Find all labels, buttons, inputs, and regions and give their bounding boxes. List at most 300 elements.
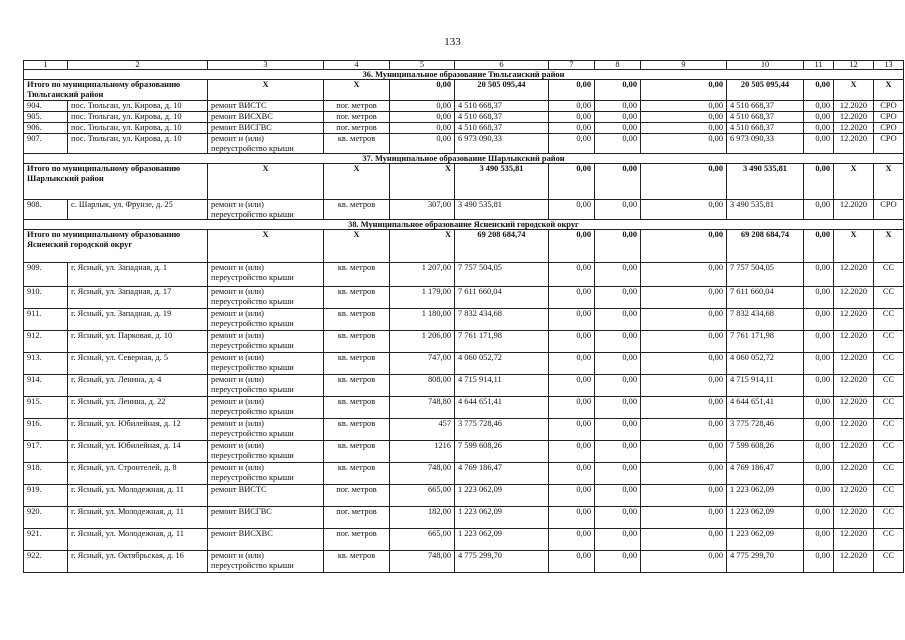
total-col-7: 0,00 bbox=[549, 164, 595, 200]
row-address: пос. Тюльган, ул. Кирова, д. 10 bbox=[68, 123, 208, 134]
row-col-8: 0,00 bbox=[595, 441, 641, 463]
row-date: 12.2020 bbox=[834, 309, 874, 331]
row-col-7: 0,00 bbox=[549, 331, 595, 353]
total-col-7: 0,00 bbox=[549, 230, 595, 263]
row-number: 907. bbox=[24, 134, 68, 154]
row-unit: кв. метров bbox=[324, 441, 390, 463]
row-address: пос. Тюльган, ул. Кирова, д. 10 bbox=[68, 101, 208, 112]
row-col-10: 7 761 171,98 bbox=[727, 331, 804, 353]
total-label: Итого по муниципальному образованию Ясненский городской округ bbox=[24, 230, 208, 263]
row-code: СС bbox=[874, 375, 904, 397]
section-header-row bbox=[24, 70, 904, 80]
total-quantity: 0,00 bbox=[390, 80, 455, 101]
row-address: пос. Тюльган, ул. Кирова, д. 10 bbox=[68, 112, 208, 123]
row-date: 12.2020 bbox=[834, 397, 874, 419]
row-address: г. Ясный, ул. Ленина, д. 4 bbox=[68, 375, 208, 397]
row-date: 12.2020 bbox=[834, 419, 874, 441]
row-col-11: 0,00 bbox=[804, 287, 834, 309]
row-col-9: 0,00 bbox=[641, 419, 727, 441]
row-quantity: 182,00 bbox=[390, 507, 455, 529]
row-number: 917. bbox=[24, 441, 68, 463]
row-quantity: 748,00 bbox=[390, 463, 455, 485]
table-row bbox=[24, 529, 904, 551]
total-quantity: Х bbox=[390, 230, 455, 263]
column-header: 1 bbox=[24, 61, 68, 70]
row-work-type: ремонт и (или) переустройство крыши bbox=[208, 551, 324, 573]
row-cost: 7 832 434,68 bbox=[455, 309, 549, 331]
row-unit: кв. метров bbox=[324, 353, 390, 375]
row-col-9: 0,00 bbox=[641, 485, 727, 507]
row-code: СС bbox=[874, 287, 904, 309]
row-col-10: 3 775 728,46 bbox=[727, 419, 804, 441]
row-address: г. Ясный, ул. Строителей, д. 8 bbox=[68, 463, 208, 485]
row-col-7: 0,00 bbox=[549, 397, 595, 419]
row-col-9: 0,00 bbox=[641, 507, 727, 529]
column-number-row bbox=[24, 61, 904, 70]
section-header-row bbox=[24, 154, 904, 164]
row-col-8: 0,00 bbox=[595, 551, 641, 573]
column-header: 5 bbox=[390, 61, 455, 70]
row-col-7: 0,00 bbox=[549, 463, 595, 485]
table-row bbox=[24, 551, 904, 573]
row-col-8: 0,00 bbox=[595, 287, 641, 309]
row-address: с. Шарлык, ул. Фрунзе, д. 25 bbox=[68, 200, 208, 220]
row-code: СРО bbox=[874, 123, 904, 134]
row-work-type: ремонт и (или) переустройство крыши bbox=[208, 419, 324, 441]
section-title: 37. Муниципальное образование Шарлыкский район bbox=[24, 154, 904, 164]
row-col-9: 0,00 bbox=[641, 353, 727, 375]
row-unit: пог. метров bbox=[324, 507, 390, 529]
row-cost: 4 510 668,37 bbox=[455, 101, 549, 112]
row-col-9: 0,00 bbox=[641, 123, 727, 134]
row-work-type: ремонт ВИСГВС bbox=[208, 123, 324, 134]
row-date: 12.2020 bbox=[834, 529, 874, 551]
row-col-8: 0,00 bbox=[595, 101, 641, 112]
row-work-type: ремонт ВИСХВС bbox=[208, 529, 324, 551]
row-col-10: 4 644 651,41 bbox=[727, 397, 804, 419]
row-code: СС bbox=[874, 397, 904, 419]
row-quantity: 1 179,00 bbox=[390, 287, 455, 309]
row-col-7: 0,00 bbox=[549, 123, 595, 134]
total-work-type: Х bbox=[208, 164, 324, 200]
row-number: 909. bbox=[24, 263, 68, 287]
row-col-11: 0,00 bbox=[804, 485, 834, 507]
row-quantity: 665,00 bbox=[390, 485, 455, 507]
row-col-8: 0,00 bbox=[595, 353, 641, 375]
section-title: 38. Муниципальное образование Ясненский городской округ bbox=[24, 220, 904, 230]
row-col-9: 0,00 bbox=[641, 309, 727, 331]
row-address: г. Ясный, ул. Западная, д. 1 bbox=[68, 263, 208, 287]
row-date: 12.2020 bbox=[834, 263, 874, 287]
row-col-7: 0,00 bbox=[549, 353, 595, 375]
row-cost: 1 223 062,09 bbox=[455, 529, 549, 551]
total-unit: Х bbox=[324, 80, 390, 101]
total-cost: 20 505 095,44 bbox=[455, 80, 549, 101]
row-col-8: 0,00 bbox=[595, 112, 641, 123]
row-cost: 7 757 504,05 bbox=[455, 263, 549, 287]
total-col-8: 0,00 bbox=[595, 164, 641, 200]
column-header: 12 bbox=[834, 61, 874, 70]
table-row bbox=[24, 134, 904, 154]
column-header: 11 bbox=[804, 61, 834, 70]
row-unit: кв. метров bbox=[324, 375, 390, 397]
total-col-11: 0,00 bbox=[804, 230, 834, 263]
row-number: 908. bbox=[24, 200, 68, 220]
row-col-11: 0,00 bbox=[804, 134, 834, 154]
total-work-type: Х bbox=[208, 230, 324, 263]
column-header: 2 bbox=[68, 61, 208, 70]
row-cost: 1 223 062,09 bbox=[455, 485, 549, 507]
table-body bbox=[24, 61, 904, 573]
row-unit: кв. метров bbox=[324, 134, 390, 154]
row-work-type: ремонт и (или) переустройство крыши bbox=[208, 441, 324, 463]
row-col-10: 7 832 434,68 bbox=[727, 309, 804, 331]
row-col-10: 1 223 062,09 bbox=[727, 485, 804, 507]
row-col-10: 4 775 299,70 bbox=[727, 551, 804, 573]
row-work-type: ремонт и (или) переустройство крыши bbox=[208, 134, 324, 154]
table-row bbox=[24, 287, 904, 309]
row-col-11: 0,00 bbox=[804, 200, 834, 220]
row-code: СРО bbox=[874, 134, 904, 154]
row-col-11: 0,00 bbox=[804, 123, 834, 134]
row-date: 12.2020 bbox=[834, 353, 874, 375]
total-col-8: 0,00 bbox=[595, 80, 641, 101]
row-cost: 3 490 535,81 bbox=[455, 200, 549, 220]
row-cost: 4 715 914,11 bbox=[455, 375, 549, 397]
row-col-8: 0,00 bbox=[595, 507, 641, 529]
row-col-7: 0,00 bbox=[549, 507, 595, 529]
row-work-type: ремонт и (или) переустройство крыши bbox=[208, 309, 324, 331]
column-header: 9 bbox=[641, 61, 727, 70]
row-code: СС bbox=[874, 441, 904, 463]
row-col-10: 4 510 668,37 bbox=[727, 123, 804, 134]
row-date: 12.2020 bbox=[834, 463, 874, 485]
row-unit: пог. метров bbox=[324, 112, 390, 123]
total-label: Итого по муниципальному образованию Тюльганский район bbox=[24, 80, 208, 101]
row-col-9: 0,00 bbox=[641, 441, 727, 463]
row-work-type: ремонт и (или) переустройство крыши bbox=[208, 375, 324, 397]
section-total-row bbox=[24, 80, 904, 101]
row-unit: кв. метров bbox=[324, 263, 390, 287]
row-col-7: 0,00 bbox=[549, 529, 595, 551]
row-number: 912. bbox=[24, 331, 68, 353]
row-col-7: 0,00 bbox=[549, 441, 595, 463]
row-date: 12.2020 bbox=[834, 101, 874, 112]
row-col-11: 0,00 bbox=[804, 331, 834, 353]
row-address: г. Ясный, ул. Северная, д. 5 bbox=[68, 353, 208, 375]
row-address: г. Ясный, ул. Октябрьская, д. 16 bbox=[68, 551, 208, 573]
row-col-8: 0,00 bbox=[595, 123, 641, 134]
row-quantity: 0,00 bbox=[390, 134, 455, 154]
total-col-9: 0,00 bbox=[641, 80, 727, 101]
row-work-type: ремонт ВИСГВС bbox=[208, 507, 324, 529]
row-number: 915. bbox=[24, 397, 68, 419]
row-col-8: 0,00 bbox=[595, 419, 641, 441]
row-number: 913. bbox=[24, 353, 68, 375]
row-work-type: ремонт ВИСХВС bbox=[208, 112, 324, 123]
total-unit: Х bbox=[324, 230, 390, 263]
row-col-8: 0,00 bbox=[595, 485, 641, 507]
row-work-type: ремонт и (или) переустройство крыши bbox=[208, 263, 324, 287]
row-code: СС bbox=[874, 507, 904, 529]
row-work-type: ремонт и (или) переустройство крыши bbox=[208, 200, 324, 220]
row-col-7: 0,00 bbox=[549, 200, 595, 220]
row-address: пос. Тюльган, ул. Кирова, д. 10 bbox=[68, 134, 208, 154]
row-address: г. Ясный, ул. Молодежная, д. 11 bbox=[68, 529, 208, 551]
row-quantity: 1 180,00 bbox=[390, 309, 455, 331]
table-row bbox=[24, 309, 904, 331]
row-quantity: 748,80 bbox=[390, 397, 455, 419]
row-unit: пог. метров bbox=[324, 101, 390, 112]
section-total-row bbox=[24, 164, 904, 200]
row-cost: 7 611 660,04 bbox=[455, 287, 549, 309]
row-address: г. Ясный, ул. Ленина, д. 22 bbox=[68, 397, 208, 419]
row-unit: кв. метров bbox=[324, 309, 390, 331]
row-col-9: 0,00 bbox=[641, 200, 727, 220]
table-row bbox=[24, 112, 904, 123]
total-col-10: 3 490 535,81 bbox=[727, 164, 804, 200]
row-col-10: 4 060 052,72 bbox=[727, 353, 804, 375]
row-col-11: 0,00 bbox=[804, 463, 834, 485]
total-col-7: 0,00 bbox=[549, 80, 595, 101]
row-col-7: 0,00 bbox=[549, 263, 595, 287]
capital-repair-table bbox=[23, 60, 904, 573]
row-col-7: 0,00 bbox=[549, 485, 595, 507]
total-unit: Х bbox=[324, 164, 390, 200]
column-header: 4 bbox=[324, 61, 390, 70]
row-cost: 4 769 186,47 bbox=[455, 463, 549, 485]
row-unit: пог. метров bbox=[324, 529, 390, 551]
row-cost: 6 973 090,33 bbox=[455, 134, 549, 154]
row-col-9: 0,00 bbox=[641, 331, 727, 353]
row-col-11: 0,00 bbox=[804, 263, 834, 287]
column-header: 7 bbox=[549, 61, 595, 70]
row-col-11: 0,00 bbox=[804, 397, 834, 419]
row-quantity: 0,00 bbox=[390, 112, 455, 123]
total-col-11: 0,00 bbox=[804, 80, 834, 101]
row-date: 12.2020 bbox=[834, 200, 874, 220]
table-row bbox=[24, 263, 904, 287]
table-row bbox=[24, 331, 904, 353]
column-header: 8 bbox=[595, 61, 641, 70]
row-col-8: 0,00 bbox=[595, 331, 641, 353]
row-address: г. Ясный, ул. Молодежная, д. 11 bbox=[68, 485, 208, 507]
row-col-9: 0,00 bbox=[641, 375, 727, 397]
row-col-11: 0,00 bbox=[804, 507, 834, 529]
row-quantity: 747,00 bbox=[390, 353, 455, 375]
total-col-10: 20 505 095,44 bbox=[727, 80, 804, 101]
total-col-10: 69 208 684,74 bbox=[727, 230, 804, 263]
row-number: 922. bbox=[24, 551, 68, 573]
total-col-13: Х bbox=[874, 164, 904, 200]
total-col-13: Х bbox=[874, 80, 904, 101]
row-col-9: 0,00 bbox=[641, 134, 727, 154]
row-quantity: 748,00 bbox=[390, 551, 455, 573]
table-row bbox=[24, 200, 904, 220]
row-address: г. Ясный, ул. Западная, д. 17 bbox=[68, 287, 208, 309]
row-date: 12.2020 bbox=[834, 134, 874, 154]
row-col-11: 0,00 bbox=[804, 112, 834, 123]
row-address: г. Ясный, ул. Юбилейная, д. 12 bbox=[68, 419, 208, 441]
row-col-11: 0,00 bbox=[804, 375, 834, 397]
row-code: СС bbox=[874, 463, 904, 485]
row-col-11: 0,00 bbox=[804, 551, 834, 573]
table-row bbox=[24, 397, 904, 419]
row-number: 910. bbox=[24, 287, 68, 309]
row-address: г. Ясный, ул. Западная, д. 19 bbox=[68, 309, 208, 331]
total-label: Итого по муниципальному образованию Шарлыкский район bbox=[24, 164, 208, 200]
row-col-7: 0,00 bbox=[549, 309, 595, 331]
row-number: 919. bbox=[24, 485, 68, 507]
table-row bbox=[24, 123, 904, 134]
row-col-10: 7 599 608,26 bbox=[727, 441, 804, 463]
table-row bbox=[24, 485, 904, 507]
total-col-8: 0,00 bbox=[595, 230, 641, 263]
row-date: 12.2020 bbox=[834, 112, 874, 123]
row-work-type: ремонт и (или) переустройство крыши bbox=[208, 353, 324, 375]
row-quantity: 0,00 bbox=[390, 123, 455, 134]
row-col-7: 0,00 bbox=[549, 419, 595, 441]
row-work-type: ремонт и (или) переустройство крыши bbox=[208, 463, 324, 485]
row-col-10: 6 973 090,33 bbox=[727, 134, 804, 154]
row-col-9: 0,00 bbox=[641, 287, 727, 309]
row-code: СС bbox=[874, 331, 904, 353]
row-col-8: 0,00 bbox=[595, 134, 641, 154]
row-col-10: 1 223 062,09 bbox=[727, 507, 804, 529]
row-cost: 4 510 668,37 bbox=[455, 123, 549, 134]
row-cost: 1 223 062,09 bbox=[455, 507, 549, 529]
row-number: 918. bbox=[24, 463, 68, 485]
section-total-row bbox=[24, 230, 904, 263]
row-quantity: 1216 bbox=[390, 441, 455, 463]
row-work-type: ремонт и (или) переустройство крыши bbox=[208, 331, 324, 353]
row-col-8: 0,00 bbox=[595, 309, 641, 331]
table-row bbox=[24, 101, 904, 112]
row-quantity: 307,00 bbox=[390, 200, 455, 220]
row-quantity: 457 bbox=[390, 419, 455, 441]
row-number: 905. bbox=[24, 112, 68, 123]
column-header: 13 bbox=[874, 61, 904, 70]
total-col-12: Х bbox=[834, 80, 874, 101]
total-quantity: Х bbox=[390, 164, 455, 200]
row-code: СС bbox=[874, 263, 904, 287]
row-unit: кв. метров bbox=[324, 397, 390, 419]
row-code: СС bbox=[874, 309, 904, 331]
row-date: 12.2020 bbox=[834, 287, 874, 309]
row-code: СС bbox=[874, 485, 904, 507]
row-col-8: 0,00 bbox=[595, 263, 641, 287]
table-row bbox=[24, 463, 904, 485]
row-col-11: 0,00 bbox=[804, 419, 834, 441]
row-col-10: 7 757 504,05 bbox=[727, 263, 804, 287]
total-col-12: Х bbox=[834, 230, 874, 263]
row-col-9: 0,00 bbox=[641, 263, 727, 287]
row-col-7: 0,00 bbox=[549, 112, 595, 123]
row-number: 914. bbox=[24, 375, 68, 397]
row-number: 921. bbox=[24, 529, 68, 551]
row-col-9: 0,00 bbox=[641, 101, 727, 112]
row-unit: кв. метров bbox=[324, 419, 390, 441]
row-col-11: 0,00 bbox=[804, 353, 834, 375]
row-col-11: 0,00 bbox=[804, 309, 834, 331]
row-work-type: ремонт и (или) переустройство крыши bbox=[208, 287, 324, 309]
row-code: СРО bbox=[874, 101, 904, 112]
row-col-10: 4 510 668,37 bbox=[727, 112, 804, 123]
total-col-13: Х bbox=[874, 230, 904, 263]
row-address: г. Ясный, ул. Молодежная, д. 11 bbox=[68, 507, 208, 529]
row-col-9: 0,00 bbox=[641, 112, 727, 123]
row-unit: кв. метров bbox=[324, 551, 390, 573]
total-col-12: Х bbox=[834, 164, 874, 200]
section-header-row bbox=[24, 220, 904, 230]
row-col-10: 7 611 660,04 bbox=[727, 287, 804, 309]
row-col-11: 0,00 bbox=[804, 529, 834, 551]
table-row bbox=[24, 419, 904, 441]
row-col-8: 0,00 bbox=[595, 529, 641, 551]
row-cost: 4 644 651,41 bbox=[455, 397, 549, 419]
row-code: СС bbox=[874, 353, 904, 375]
row-unit: пог. метров bbox=[324, 123, 390, 134]
row-col-9: 0,00 bbox=[641, 397, 727, 419]
row-date: 12.2020 bbox=[834, 485, 874, 507]
page-number: 133 bbox=[444, 36, 461, 48]
row-number: 916. bbox=[24, 419, 68, 441]
row-col-10: 4 510 668,37 bbox=[727, 101, 804, 112]
column-header: 3 bbox=[208, 61, 324, 70]
row-date: 12.2020 bbox=[834, 123, 874, 134]
row-date: 12.2020 bbox=[834, 551, 874, 573]
section-title: 36. Муниципальное образование Тюльганский район bbox=[24, 70, 904, 80]
row-quantity: 665,00 bbox=[390, 529, 455, 551]
row-col-8: 0,00 bbox=[595, 397, 641, 419]
row-quantity: 1 206,00 bbox=[390, 331, 455, 353]
row-number: 906. bbox=[24, 123, 68, 134]
row-unit: пог. метров bbox=[324, 485, 390, 507]
row-unit: кв. метров bbox=[324, 463, 390, 485]
row-code: СРО bbox=[874, 112, 904, 123]
row-quantity: 0,00 bbox=[390, 101, 455, 112]
total-cost: 69 208 684,74 bbox=[455, 230, 549, 263]
row-date: 12.2020 bbox=[834, 507, 874, 529]
row-cost: 4 510 668,37 bbox=[455, 112, 549, 123]
row-work-type: ремонт и (или) переустройство крыши bbox=[208, 397, 324, 419]
table-row bbox=[24, 375, 904, 397]
total-col-11: 0,00 bbox=[804, 164, 834, 200]
row-col-9: 0,00 bbox=[641, 463, 727, 485]
column-header: 10 bbox=[727, 61, 804, 70]
row-col-7: 0,00 bbox=[549, 134, 595, 154]
row-unit: кв. метров bbox=[324, 200, 390, 220]
row-code: СС bbox=[874, 551, 904, 573]
row-col-10: 4 769 186,47 bbox=[727, 463, 804, 485]
row-col-9: 0,00 bbox=[641, 529, 727, 551]
column-header: 6 bbox=[455, 61, 549, 70]
table-row bbox=[24, 353, 904, 375]
row-code: СС bbox=[874, 419, 904, 441]
row-cost: 4 060 052,72 bbox=[455, 353, 549, 375]
row-col-8: 0,00 bbox=[595, 200, 641, 220]
row-date: 12.2020 bbox=[834, 331, 874, 353]
row-number: 911. bbox=[24, 309, 68, 331]
row-unit: кв. метров bbox=[324, 287, 390, 309]
row-quantity: 1 207,00 bbox=[390, 263, 455, 287]
row-col-10: 4 715 914,11 bbox=[727, 375, 804, 397]
row-col-11: 0,00 bbox=[804, 441, 834, 463]
row-col-7: 0,00 bbox=[549, 101, 595, 112]
row-address: г. Ясный, ул. Юбилейная, д. 14 bbox=[68, 441, 208, 463]
row-cost: 4 775 299,70 bbox=[455, 551, 549, 573]
total-cost: 3 490 535,81 bbox=[455, 164, 549, 200]
